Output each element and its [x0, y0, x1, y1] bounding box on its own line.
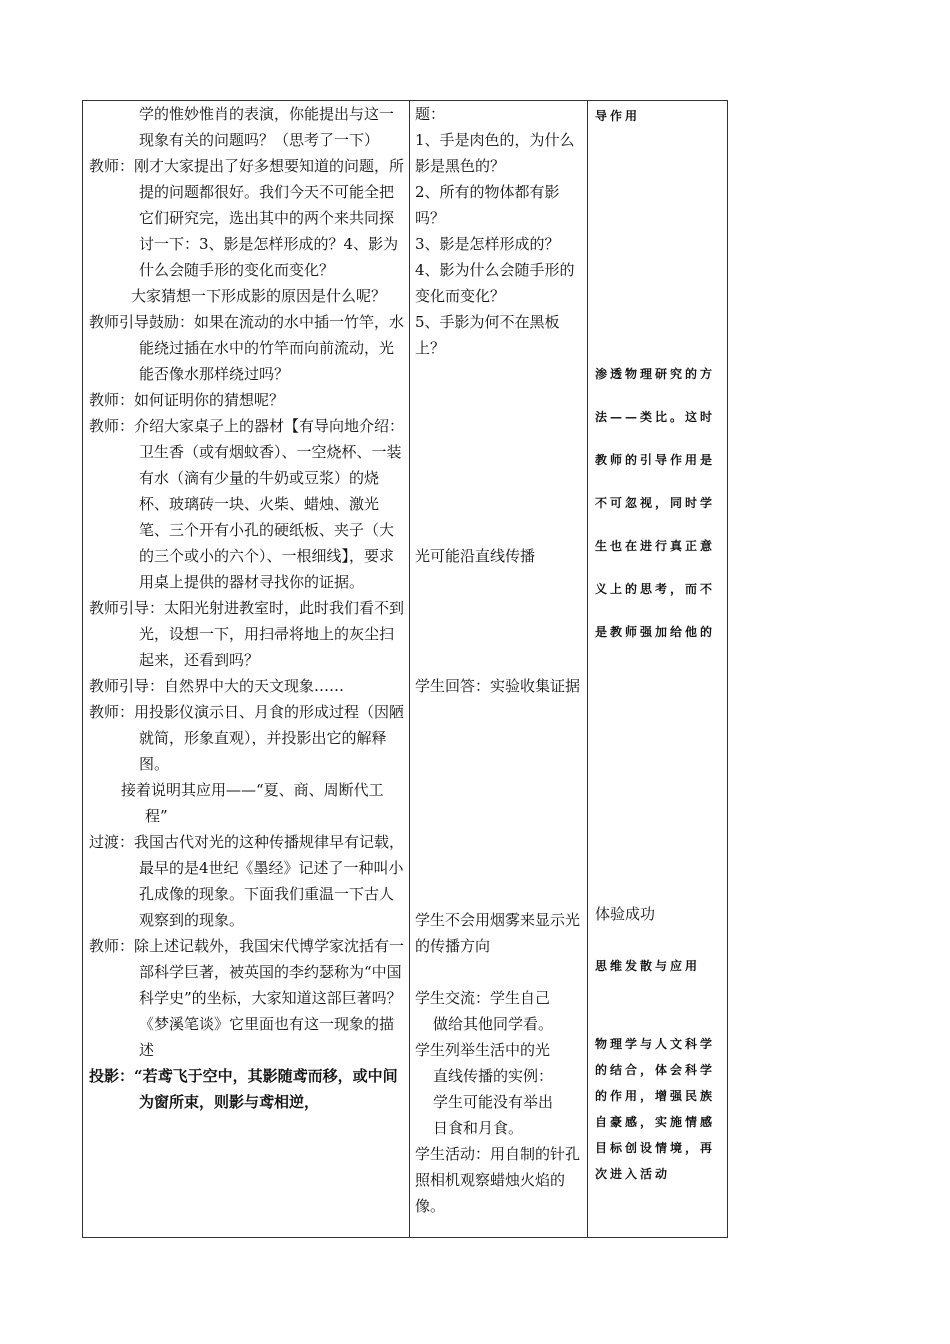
paragraph: 投影：“若鸢飞于空中，其影随鸢而移，或中间为窗所束，则影与鸢相逆，: [89, 1067, 398, 1111]
paragraph: 学生列举生活中的光: [415, 1041, 551, 1059]
paragraph: 直线传播的实例：: [433, 1067, 554, 1085]
column-divider: [587, 101, 588, 1237]
paragraph: 教师：用投影仪演示日、月食的形成过程（因陋就简，形象直观），并投影出它的解释图。: [89, 703, 405, 773]
paragraph: 大家猜想一下形成影的原因是什么呢？: [131, 287, 387, 305]
paragraph: 日食和月食。: [433, 1119, 524, 1137]
paragraph: 3、影是怎样形成的？: [415, 235, 560, 253]
design-intent-column: [595, 101, 721, 1237]
note: 导作用: [595, 109, 641, 123]
paragraph: 学生交流：学生自己: [415, 989, 551, 1007]
column-divider: [409, 101, 410, 1237]
paragraph: 5、手影为何不在黑板上？: [415, 313, 560, 357]
paragraph: 学生活动：用自制的针孔照相机观察蜡烛火焰的像。: [415, 1145, 581, 1215]
paragraph: 教师引导鼓励：如果在流动的水中插一竹竿，水能绕过插在水中的竹竿而向前流动，光能否像水那样绕过吗？: [89, 313, 405, 383]
paragraph: 做给其他同学看。: [433, 1015, 554, 1033]
note: 体验成功: [595, 905, 656, 923]
paragraph: 学生可能没有举出: [433, 1093, 554, 1111]
teacher-activity-column: [89, 101, 405, 1237]
paragraph: 2、所有的物体都有影吗？: [415, 183, 560, 227]
paragraph: 学的惟妙惟肖的表演，你能提出与这一现象有关的问题吗？（思考了一下）: [139, 105, 395, 149]
paragraph: 教师：介绍大家桌子上的器材【有导向地介绍：卫生香（或有烟蚊香）、一空烧杯、一装有水（滴有少量的牛奶或豆浆）的烧杯、玻璃砖一块、火柴、蜡烛、激光笔、三个开有小孔的硬纸板、夹子（大的三个或小的六个）、一根细线】，要求用桌上提供的器材寻找你的证据。: [89, 417, 405, 591]
paragraph: 教师引导：自然界中大的天文现象……: [89, 677, 345, 695]
paragraph: 光可能沿直线传播: [415, 547, 536, 565]
paragraph: 题：: [415, 105, 446, 123]
student-activity-column: [415, 101, 583, 1237]
paragraph: 过渡：我国古代对光的这种传播规律早有记载，最早的是4世纪《墨经》记述了一种叫小孔成像的现象。下面我们重温一下古人观察到的现象。: [89, 833, 405, 929]
paragraph: 教师：除上述记载外，我国宋代博学家沈括有一部科学巨著，被英国的李约瑟称为“中国科学史”的坐标，大家知道这部巨著吗？《梦溪笔谈》它里面也有这一现象的描述: [89, 937, 405, 1059]
paragraph: 教师：如何证明你的猜想呢？: [89, 391, 285, 409]
paragraph: 1、手是肉色的，为什么影是黑色的？: [415, 131, 575, 175]
note: 渗透物理研究的方法——类比。这时教师的引导作用是不可忽视，同时学生也在进行真正意义上的思考，而不是教师强加给他的: [595, 367, 716, 639]
paragraph: 教师：刚才大家提出了好多想要知道的问题，所提的问题都很好。我们今天不可能全把它们研究完，选出其中的两个来共同探讨一下：3、影是怎样形成的？4、影为什么会随手形的变化而变化？: [89, 157, 405, 279]
paragraph: 学生不会用烟雾来显示光的传播方向: [415, 911, 581, 955]
paragraph: 学生回答：实验收集证据: [415, 677, 581, 695]
note: 物理学与人文科学的结合，体会科学的作用，增强民族自豪感，实施情感目标创设情境，再次进入活动: [595, 1037, 716, 1181]
lesson-table: [82, 100, 728, 1238]
paragraph: 4、影为什么会随手形的变化而变化？: [415, 261, 575, 305]
paragraph: 接着说明其应用——“夏、商、周断代工程”: [121, 781, 384, 825]
paragraph: 教师引导：太阳光射进教室时，此时我们看不到光，设想一下，用扫帚将地上的灰尘扫起来，还看到吗？: [89, 599, 405, 669]
note: 思维发散与应用: [595, 959, 701, 973]
